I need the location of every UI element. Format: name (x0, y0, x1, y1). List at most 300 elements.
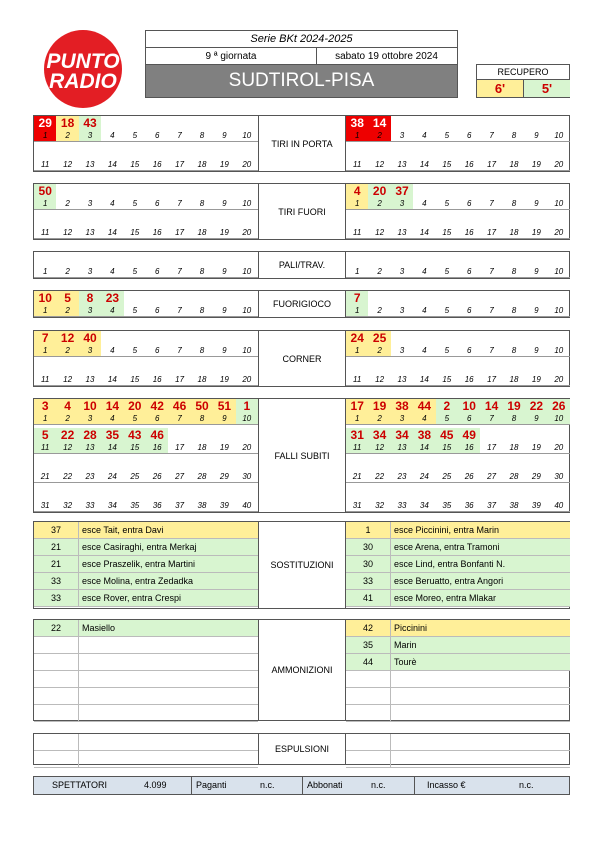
slot-number: 3 (399, 414, 405, 423)
event-minute (79, 360, 101, 374)
event-minute (101, 331, 123, 345)
home-event-cell (168, 213, 190, 238)
slot-number: 15 (442, 443, 452, 452)
slot-number: 1 (354, 306, 360, 315)
row-minute: 42 (346, 620, 391, 636)
slot-number: 35 (130, 501, 140, 510)
away-row (346, 671, 570, 688)
slot-number: 11 (41, 443, 50, 452)
home-event-cell (191, 457, 213, 482)
slot-number: 14 (419, 228, 429, 237)
event-minute (236, 252, 258, 266)
row-minute (34, 654, 79, 670)
event-minute (34, 457, 56, 471)
away-event-cell (346, 457, 368, 482)
away-event-cell (503, 457, 525, 482)
event-minute (346, 457, 368, 471)
expulsions-label: ESPULSIONI (258, 734, 346, 764)
home-event-cell (213, 252, 235, 277)
away-event-cell (368, 213, 390, 238)
away-event-cell (525, 331, 547, 356)
event-minute (191, 428, 213, 442)
slot-number: 27 (175, 472, 185, 481)
slot-number: 2 (377, 267, 382, 276)
slot-number: 5 (444, 199, 450, 208)
row-minute (346, 751, 391, 767)
slot-number: 12 (375, 375, 385, 384)
event-minute (168, 213, 190, 227)
home-event-cell (34, 213, 56, 238)
event-minute (436, 331, 458, 345)
slot-number: 2 (65, 131, 70, 140)
home-event-cell (56, 457, 78, 482)
home-event-cell (213, 213, 235, 238)
slot-number: 18 (509, 375, 519, 384)
away-event-cell (413, 213, 435, 238)
away-event-cell (458, 116, 480, 141)
event-minute: 19 (372, 399, 387, 413)
event-minute (458, 145, 480, 159)
slot-number: 20 (554, 443, 564, 452)
event-minute (124, 213, 146, 227)
row-minute (34, 637, 79, 653)
stat-section-fuorigioco (33, 290, 570, 318)
slot-number: 15 (130, 228, 140, 237)
event-minute: 38 (350, 116, 364, 130)
home-row (34, 751, 258, 768)
row-text: Marin (394, 640, 417, 650)
event-minute (436, 486, 458, 500)
home-row (34, 573, 258, 590)
row-minute: 30 (346, 556, 391, 572)
row-text: esce Lind, entra Bonfanti N. (394, 559, 506, 569)
row-minute: 21 (34, 539, 79, 555)
event-minute: 43 (128, 428, 142, 442)
slot-number: 9 (534, 414, 539, 423)
spettatori-label: SPETTATORI (52, 780, 108, 790)
slot-number: 5 (444, 267, 450, 276)
stat-label: FUORIGIOCO (258, 291, 346, 317)
event-minute (458, 184, 480, 198)
slot-number: 36 (152, 501, 162, 510)
away-row (346, 573, 570, 590)
event-minute: 50 (38, 184, 52, 198)
away-event-cell (548, 291, 570, 316)
slot-number: 17 (487, 375, 497, 384)
slot-number: 16 (152, 375, 162, 384)
abbonati-value: n.c. (371, 780, 386, 790)
event-minute (413, 486, 435, 500)
event-minute (101, 184, 123, 198)
event-minute (503, 428, 525, 442)
away-event-cell (480, 331, 502, 356)
slot-number: 27 (487, 472, 497, 481)
slot-number: 5 (132, 306, 138, 315)
event-minute (548, 291, 570, 305)
away-row (346, 654, 570, 671)
away-event-cell (525, 116, 547, 141)
away-event-cell (436, 428, 458, 453)
slot-number: 8 (199, 199, 205, 208)
event-minute (436, 252, 458, 266)
away-event-cell (548, 399, 570, 424)
slot-number: 2 (377, 199, 382, 208)
home-event-cell (124, 184, 146, 209)
slot-number: 10 (554, 199, 564, 208)
slot-number: 14 (107, 443, 117, 452)
slot-number: 16 (152, 443, 162, 452)
away-event-cell (525, 213, 547, 238)
slot-number: 12 (375, 228, 385, 237)
away-event-cell (548, 145, 570, 170)
home-event-cell (146, 457, 168, 482)
event-minute (146, 213, 168, 227)
event-minute: 37 (395, 184, 409, 198)
slot-number: 1 (354, 346, 360, 355)
home-event-cell (146, 291, 168, 316)
slot-number: 16 (152, 228, 162, 237)
home-event-cell (213, 116, 235, 141)
away-event-cell (346, 116, 368, 141)
event-minute (525, 486, 547, 500)
slot-number: 6 (466, 414, 472, 423)
away-event-cell (413, 486, 435, 511)
slot-number: 4 (110, 306, 115, 315)
event-minute (34, 252, 56, 266)
slot-number: 6 (466, 199, 472, 208)
slot-number: 13 (397, 228, 407, 237)
slot-number: 6 (154, 306, 160, 315)
event-minute (34, 360, 56, 374)
row-minute: 30 (346, 539, 391, 555)
row-text: esce Piccinini, entra Marin (394, 525, 500, 535)
event-minute (480, 360, 502, 374)
event-minute (168, 145, 190, 159)
home-event-cell (56, 428, 78, 453)
row-text: esce Moreo, entra Mlakar (394, 593, 497, 603)
away-event-cell (525, 360, 547, 385)
home-event-cell (236, 291, 258, 316)
away-row (346, 637, 570, 654)
home-event-cell (101, 252, 123, 277)
slot-number: 1 (42, 199, 48, 208)
home-event-cell (146, 360, 168, 385)
slot-number: 7 (177, 306, 182, 315)
event-minute (146, 486, 168, 500)
event-minute (213, 213, 235, 227)
event-minute (56, 457, 78, 471)
event-minute (146, 331, 168, 345)
home-event-cell (34, 399, 56, 424)
event-minute (391, 145, 413, 159)
away-event-cell (346, 184, 368, 209)
slot-number: 10 (554, 267, 564, 276)
slot-number: 20 (242, 160, 252, 169)
home-event-cell (191, 252, 213, 277)
event-minute (146, 116, 168, 130)
away-event-cell (436, 213, 458, 238)
event-minute: 28 (83, 428, 97, 442)
slot-number: 1 (354, 414, 360, 423)
home-row (34, 522, 258, 539)
event-minute (548, 457, 570, 471)
slot-number: 3 (87, 346, 93, 355)
event-minute (503, 457, 525, 471)
away-event-cell (413, 331, 435, 356)
event-minute (525, 116, 547, 130)
event-minute (458, 331, 480, 345)
event-minute (391, 291, 413, 305)
event-minute (56, 252, 78, 266)
home-event-cell (56, 486, 78, 511)
away-event-cell (413, 252, 435, 277)
slot-number: 1 (42, 346, 48, 355)
event-minute: 46 (150, 428, 164, 442)
event-minute (480, 486, 502, 500)
slot-number: 2 (377, 414, 382, 423)
slot-number: 19 (219, 228, 229, 237)
row-minute: 33 (34, 590, 79, 606)
away-event-cell (480, 486, 502, 511)
event-minute (236, 291, 258, 305)
slot-number: 2 (65, 199, 70, 208)
home-row (34, 539, 258, 556)
away-event-cell (391, 252, 413, 277)
event-minute: 51 (217, 399, 232, 413)
event-minute (525, 360, 547, 374)
event-minute (168, 291, 190, 305)
away-event-cell (391, 360, 413, 385)
event-minute (101, 457, 123, 471)
slot-number: 10 (242, 267, 252, 276)
home-event-cell (191, 213, 213, 238)
event-minute (503, 252, 525, 266)
slot-number: 19 (219, 375, 229, 384)
slot-number: 11 (41, 160, 50, 169)
recupero-second-half: 5' (524, 80, 570, 97)
away-event-cell (391, 291, 413, 316)
event-minute (391, 213, 413, 227)
slot-number: 17 (175, 160, 185, 169)
away-event-cell (503, 184, 525, 209)
slot-number: 28 (197, 472, 207, 481)
slot-number: 4 (422, 346, 427, 355)
event-minute (525, 457, 547, 471)
away-event-cell (368, 428, 390, 453)
event-minute (124, 252, 146, 266)
event-minute (413, 331, 435, 345)
row-text: esce Rover, entra Crespi (82, 593, 182, 603)
row-minute: 22 (34, 620, 79, 636)
slot-number: 24 (419, 472, 429, 481)
event-minute: 5 (41, 428, 49, 442)
slot-number: 26 (464, 472, 474, 481)
home-event-cell (168, 252, 190, 277)
away-event-cell (391, 213, 413, 238)
slot-number: 4 (422, 131, 427, 140)
slot-number: 9 (534, 306, 539, 315)
home-row (34, 688, 258, 705)
event-minute (368, 291, 390, 305)
home-event-cell (146, 252, 168, 277)
away-event-cell (413, 184, 435, 209)
home-event-cell (191, 184, 213, 209)
home-event-cell (101, 145, 123, 170)
event-minute: 17 (350, 399, 364, 413)
round-label: 9 ª giornata (146, 48, 317, 64)
slot-number: 20 (554, 160, 564, 169)
event-minute (213, 331, 235, 345)
event-minute (191, 252, 213, 266)
slot-number: 23 (397, 472, 407, 481)
away-event-cell (458, 360, 480, 385)
event-minute (101, 486, 123, 500)
event-minute (413, 252, 435, 266)
home-event-cell (101, 291, 123, 316)
slot-number: 5 (444, 306, 450, 315)
event-minute: 26 (552, 399, 566, 413)
match-date: sabato 19 ottobre 2024 (335, 51, 438, 62)
slot-number: 16 (464, 375, 474, 384)
home-event-cell (168, 360, 190, 385)
event-minute: 24 (350, 331, 364, 345)
event-minute (213, 184, 235, 198)
slot-number: 9 (534, 199, 539, 208)
event-minute (79, 252, 101, 266)
home-event-cell (146, 213, 168, 238)
event-minute (168, 428, 190, 442)
slot-number: 36 (464, 501, 474, 510)
event-minute (146, 457, 168, 471)
event-minute (391, 116, 413, 130)
event-minute (458, 457, 480, 471)
away-event-cell (525, 184, 547, 209)
slot-number: 10 (242, 199, 252, 208)
slot-number: 14 (107, 228, 117, 237)
paganti-value: n.c. (260, 780, 275, 790)
away-event-cell (458, 213, 480, 238)
abbonati-label: Abbonati (307, 780, 343, 790)
event-minute: 10 (38, 291, 52, 305)
away-row (346, 590, 570, 607)
slot-number: 16 (152, 160, 162, 169)
event-minute (503, 116, 525, 130)
slot-number: 8 (511, 199, 517, 208)
event-minute (124, 291, 146, 305)
event-minute (101, 360, 123, 374)
away-event-cell (458, 457, 480, 482)
slot-number: 13 (397, 443, 407, 452)
event-minute (56, 145, 78, 159)
row-minute (346, 734, 391, 750)
event-minute (480, 145, 502, 159)
event-minute (413, 457, 435, 471)
slot-number: 39 (531, 501, 541, 510)
home-event-cell (124, 428, 146, 453)
event-minute (146, 184, 168, 198)
home-event-cell (79, 331, 101, 356)
away-event-cell (413, 291, 435, 316)
row-minute (346, 671, 391, 687)
away-event-cell (346, 486, 368, 511)
away-event-cell (368, 291, 390, 316)
home-event-cell (124, 291, 146, 316)
slot-number: 38 (197, 501, 207, 510)
slot-number: 7 (489, 414, 494, 423)
event-minute: 8 (86, 291, 94, 305)
slot-number: 17 (175, 228, 185, 237)
away-event-cell (458, 291, 480, 316)
slot-number: 8 (199, 267, 205, 276)
slot-number: 40 (554, 501, 564, 510)
away-event-cell (548, 252, 570, 277)
home-event-cell (124, 145, 146, 170)
slot-number: 13 (85, 443, 95, 452)
away-event-cell (548, 457, 570, 482)
slot-number: 15 (442, 160, 452, 169)
event-minute (391, 360, 413, 374)
away-event-cell (548, 486, 570, 511)
event-minute (436, 145, 458, 159)
home-event-cell (34, 184, 56, 209)
away-event-cell (346, 145, 368, 170)
event-minute (213, 145, 235, 159)
slot-number: 16 (464, 160, 474, 169)
series-title: Serie BKt 2024-2025 (146, 31, 457, 48)
home-event-cell (213, 331, 235, 356)
event-minute (124, 331, 146, 345)
home-event-cell (146, 116, 168, 141)
slot-number: 11 (353, 375, 362, 384)
home-event-cell (56, 291, 78, 316)
home-event-cell (79, 291, 101, 316)
home-event-cell (34, 486, 56, 511)
row-minute: 1 (346, 522, 391, 538)
event-minute (124, 116, 146, 130)
away-event-cell (413, 360, 435, 385)
slot-number: 31 (352, 501, 362, 510)
slot-number: 20 (242, 443, 252, 452)
event-minute: 20 (128, 399, 142, 413)
away-event-cell (458, 428, 480, 453)
slot-number: 8 (199, 306, 205, 315)
slot-number: 8 (511, 346, 517, 355)
slot-number: 19 (531, 228, 541, 237)
away-event-cell (368, 145, 390, 170)
slot-number: 12 (375, 160, 385, 169)
away-event-cell (525, 457, 547, 482)
event-minute: 14 (105, 399, 120, 413)
home-event-cell (101, 331, 123, 356)
event-minute (213, 360, 235, 374)
away-event-cell (503, 145, 525, 170)
home-event-cell (79, 184, 101, 209)
home-event-cell (124, 116, 146, 141)
away-event-cell (436, 291, 458, 316)
home-event-cell (168, 291, 190, 316)
event-minute (458, 486, 480, 500)
event-minute (480, 252, 502, 266)
home-event-cell (213, 457, 235, 482)
event-minute (191, 457, 213, 471)
event-minute: 40 (83, 331, 97, 345)
slot-number: 15 (130, 443, 140, 452)
slot-number: 29 (531, 472, 541, 481)
home-event-cell (168, 184, 190, 209)
slot-number: 5 (444, 414, 450, 423)
event-minute (168, 116, 190, 130)
event-minute (368, 360, 390, 374)
